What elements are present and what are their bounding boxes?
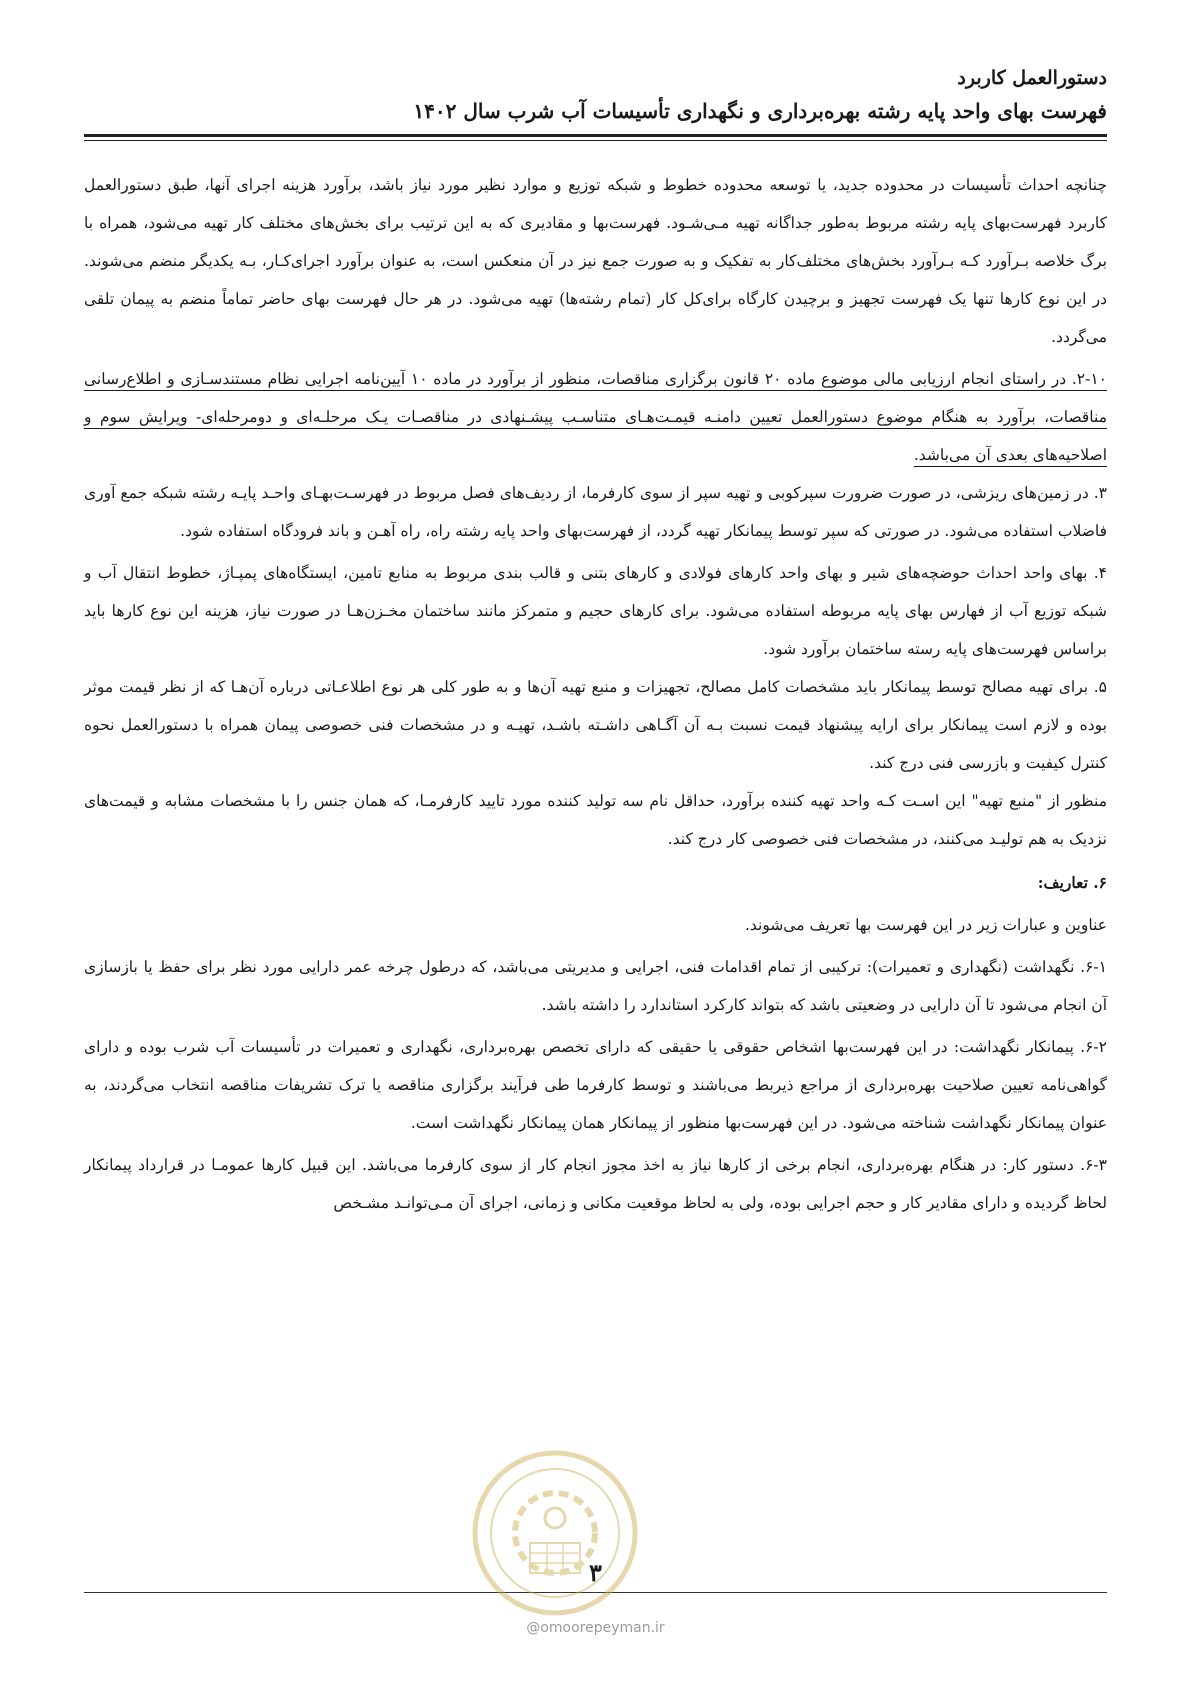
paragraph-intro: چنانچه احداث تأسیسات در محدوده جدید، یا توسعه محدوده خطوط و شبکه توزیع و موارد نظیر مورد نیاز باشد، برآورد هزینه اجرای آنها، طبق دستورالعمل کاربرد فهرست‌بهای پایه رشته مربوط به‌طور جداگانه تهیه مـی‌شـود. فهرست‌بها و مقادیری که به این ترتیب برای بخش‌های مختلف کار تهیه می‌شود، همراه با برگ خلاصه بـرآورد کـه بـرآورد بخش‌های مختلف‌کار به تفکیک و به صورت جمع نیز در آن منعکس است، به عنوان برآورد اجرای‌کـار، بـه یکدیگر منضم می‌شوند. در این نوع کارها تنها یک فهرست تجهیز و برچیدن کارگاه برای‌کل کار (تمام رشته‌ها) تهیه می‌شود. در هر حال فهرست بهای حاضر تماماً منضم به پیمان تلقی می‌گردد. <box>84 176 1107 346</box>
page-number: ۳ <box>589 1558 602 1587</box>
paragraph-6-3: ۶-۳. دستور کار: در هنگام بهره‌برداری، انجام برخی از کارها نیاز به اخذ مجوز انجام کار از سوی کارفرما می‌باشد. این قبیل کارها عمومـا در قرارداد پیمانکار لحاظ گردیده و دارای مقادیر کار و حجم اجرایی بوده، ولی به لحاظ موقعیت مکانی و زمانی، اجرای آن مـی‌توانـد مشـخص <box>84 1156 1107 1212</box>
paragraph-2-10: ۲-۱۰. در راستای انجام ارزیابی مالی موضوع ماده ۲۰ قانون برگزاری مناقصات، منظور از برآورد در ماده ۱۰ آیین‌نامه اجرایی نظام مستندسـازی و اطلاع‌رسانی مناقصات، برآورد به هنگام موضوع دستورالعمل تعیین دامنـه قیمـت‌هـای متناسـب پیشـنهادی در مناقصـات یـک مرحلـه‌ای و دومرحله‌ای- ویرایش سوم و اصلاحیه‌های بعدی آن می‌باشد. <box>84 370 1107 464</box>
document-header <box>84 62 1107 128</box>
section-6-title: ۶. تعاریف: <box>1037 873 1107 892</box>
document-body <box>84 166 1107 1222</box>
paragraph-6-2: ۶-۲. پیمانکار نگهداشت: در این فهرست‌بها اشخاص حقوقی یا حقیقی که دارای تخصص بهره‌برداری، نگهداری و تعمیرات در تأسیسات آب شرب بوده و دارای گواهی‌نامه تعیین صلاحیت بهره‌برداری از مراجع ذیربط می‌باشند و توسط کارفرما طی فرآیند برگزاری مناقصه یا ترک تشریفات مناقصه انتخاب می‌گردند، به عنوان پیمانکار نگهداشت شناخته می‌شود. در این فهرست‌بها منظور از پیمانکار همان پیمانکار نگهداشت است. <box>84 1038 1107 1132</box>
header-divider <box>84 134 1107 141</box>
footer-divider <box>84 1592 1107 1593</box>
header-title: فهرست بهای واحد پایه رشته بهره‌برداری و نگهداری تأسیسات آب شرب سال ۱۴۰۲ <box>413 99 1107 123</box>
paragraph-6-1: ۶-۱. نگهداشت (نگهداری و تعمیرات): ترکیبی از تمام اقدامات فنی، اجرایی و مدیریتی می‌باشد، که درطول چرخه عمر دارایی مورد نظر برای حفظ یا بازسازی آن انجام می‌شود تا آن دارایی در وضعیتی باشد که بتواند کارکرد استاندارد را داشته باشد. <box>84 958 1107 1014</box>
paragraph-definitions-intro: عناوین و عبارات زیر در این فهرست بها تعریف می‌شوند. <box>744 916 1107 934</box>
watermark-url: @omoorepeyman.ir <box>526 1620 665 1636</box>
paragraph-source-definition: منظور از "منبع تهیه" این اسـت کـه واحد تهیه کننده برآورد، حداقل نام سه تولید کننده مورد تایید کارفرمـا، که همان جنس را با مشخصات مشابه و قیمت‌های نزدیک به هم تولیـد می‌کنند، در مشخصات فنی خصوصی کار درج کند. <box>84 792 1107 848</box>
paragraph-4: ۴. بهای واحد احداث حوضچه‌های شیر و بهای واحد کارهای فولادی و کارهای بتنی و قالب بندی مربوط به منابع تامین، ایستگاه‌های پمپـاژ، خطوط انتقال آب و شبکه توزیع آب از فهارس بهای پایه مربوطه استفاده می‌شود. برای کارهای حجیم و متمرکز مانند ساختمان مخـزن‌هـا در صورت نیاز، هزینه این نوع کارها باید براساس فهرست‌های پایه رسته ساختمان برآورد شود. <box>84 564 1107 658</box>
paragraph-5: ۵. برای تهیه مصالح توسط پیمانکار باید مشخصات کامل مصالح، تجهیزات و منبع تهیه آن‌ها و به طور کلی هر نوع اطلاعـاتی درباره آن‌هـا که از نظر قیمت موثر بوده و لازم است پیمانکار برای ارایه پیشنهاد قیمت نسبت بـه آن آگـاهی داشـته باشـد، تهیـه و در مشخصات فنی خصوصی پیمان همراه با دستورالعمل نحوه کنترل کیفیت و بازرسی فنی درج کند. <box>84 678 1107 772</box>
header-subtitle: دستورالعمل کاربرد <box>957 67 1107 89</box>
paragraph-3: ۳. در زمین‌های ریزشی، در صورت ضرورت سپرکوبی و تهیه سپر از سوی کارفرما، از ردیف‌های فصل مربوط در فهرسـت‌بهـای واحـد پایـه رشته شبکه جمع آوری فاضلاب استفاده می‌شود. در صورتی که سپر توسط پیمانکار تهیه گردد، از فهرست‌بهای واحد پایه رشته راه، راه آهـن و باند فرودگاه استفاده شود. <box>84 484 1107 540</box>
document-page <box>84 0 1107 1684</box>
